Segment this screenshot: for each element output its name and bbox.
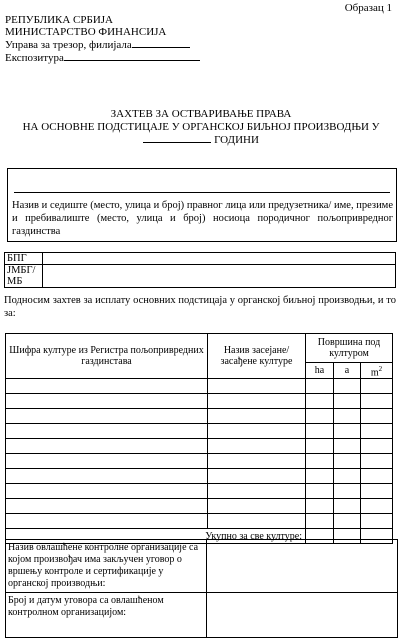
col-area-header: Површина под културом: [306, 334, 393, 363]
crop-code-cell[interactable]: [6, 439, 208, 454]
crop-code-cell[interactable]: [6, 379, 208, 394]
area-ha-cell[interactable]: [306, 409, 334, 424]
area-m2-cell[interactable]: [361, 514, 393, 529]
area-m2-cell[interactable]: [361, 409, 393, 424]
area-ha-cell[interactable]: [306, 499, 334, 514]
crop-name-cell[interactable]: [208, 394, 306, 409]
unit-m-label: m: [370, 366, 379, 378]
bpg-label: БПГ: [5, 253, 43, 265]
control-organization-table: [5, 539, 398, 638]
identifiers-table: [4, 252, 396, 288]
applicant-box: [7, 168, 397, 242]
table-row: [6, 379, 393, 394]
area-m2-cell[interactable]: [361, 469, 393, 484]
area-ha-cell[interactable]: [306, 424, 334, 439]
title-year-label: ГОДИНИ: [214, 134, 259, 146]
crop-name-cell[interactable]: [208, 424, 306, 439]
contract-field[interactable]: [207, 593, 398, 638]
total-label: Укупно за све културе:: [6, 529, 306, 544]
header-office: [5, 51, 200, 64]
crop-name-cell[interactable]: [208, 409, 306, 424]
area-m2-cell[interactable]: [361, 394, 393, 409]
area-ha-cell[interactable]: [306, 484, 334, 499]
unit-m2-header: [361, 363, 393, 379]
header-country: РЕПУБЛИКА СРБИЈА: [5, 14, 113, 26]
header-treasury-label: Управа за трезор, филијала: [5, 39, 132, 51]
table-row: [6, 499, 393, 514]
crop-code-cell[interactable]: [6, 484, 208, 499]
area-a-cell[interactable]: [334, 469, 361, 484]
area-a-cell[interactable]: [334, 454, 361, 469]
crop-code-cell[interactable]: [6, 409, 208, 424]
control-org-field[interactable]: [207, 540, 398, 593]
area-ha-cell[interactable]: [306, 454, 334, 469]
unit-m-superscript: 2: [378, 364, 383, 373]
table-row: [6, 469, 393, 484]
header-office-label: Експозитура: [5, 52, 64, 64]
header-ministry: МИНИСТАРСТВО ФИНАНСИЈА: [5, 26, 167, 38]
area-a-cell[interactable]: [334, 514, 361, 529]
jmbg-field[interactable]: [43, 265, 396, 288]
table-row: [6, 394, 393, 409]
institution-header: [5, 14, 200, 64]
title-line-2: НА ОСНОВНЕ ПОДСТИЦАЈЕ У ОРГАНСКОЈ БИЉНОЈ ПРОИЗВОДЊИ У: [22, 120, 380, 133]
branch-blank-line[interactable]: [132, 38, 190, 48]
crop-code-cell[interactable]: [6, 424, 208, 439]
header-treasury-branch: [5, 38, 200, 51]
area-ha-cell[interactable]: [306, 514, 334, 529]
crop-code-cell[interactable]: [6, 454, 208, 469]
area-m2-cell[interactable]: [361, 454, 393, 469]
year-blank-line[interactable]: [143, 133, 211, 143]
title-line-1: ЗАХТЕВ ЗА ОСТВАРИВАЊЕ ПРАВА: [110, 108, 292, 120]
crop-name-cell[interactable]: [208, 469, 306, 484]
control-org-label: Назив овлашћене контролне организације са којом произвођач има закључен уговор о вршењу контроле и сертификације у органској производњи:: [6, 540, 207, 593]
col-crop-code-header: Шифра културе из Регистра пољопривредних газдинстава: [6, 334, 208, 379]
area-m2-cell[interactable]: [361, 499, 393, 514]
area-m2-cell[interactable]: [361, 424, 393, 439]
area-ha-cell[interactable]: [306, 379, 334, 394]
area-a-cell[interactable]: [334, 409, 361, 424]
crop-code-cell[interactable]: [6, 394, 208, 409]
crop-name-cell[interactable]: [208, 454, 306, 469]
unit-a-header: a: [334, 363, 361, 379]
table-row: [6, 409, 393, 424]
area-a-cell[interactable]: [334, 379, 361, 394]
area-ha-cell[interactable]: [306, 469, 334, 484]
area-m2-cell[interactable]: [361, 439, 393, 454]
applicant-fill-line[interactable]: [14, 192, 390, 193]
crop-name-cell[interactable]: [208, 484, 306, 499]
table-row: [6, 484, 393, 499]
area-a-cell[interactable]: [334, 394, 361, 409]
area-a-cell[interactable]: [334, 499, 361, 514]
applicant-description: Назив и седиште (место, улица и број) правног лица или предузетника/ име, презиме и пребивалиште (место, улица и број) носиоца породичног пољопривредног газдинства: [12, 200, 393, 237]
table-row: [6, 424, 393, 439]
unit-ha-header: ha: [306, 363, 334, 379]
crop-name-cell[interactable]: [208, 514, 306, 529]
crop-name-cell[interactable]: [208, 379, 306, 394]
bpg-field[interactable]: [43, 253, 396, 265]
table-row: [6, 454, 393, 469]
office-blank-line[interactable]: [64, 51, 200, 61]
crop-table: [5, 333, 393, 544]
area-a-cell[interactable]: [334, 424, 361, 439]
title-line-3: [0, 133, 402, 147]
jmbg-label: ЈМБГ/МБ: [5, 265, 43, 288]
area-a-cell[interactable]: [334, 439, 361, 454]
area-a-cell[interactable]: [334, 484, 361, 499]
area-ha-cell[interactable]: [306, 439, 334, 454]
crop-name-cell[interactable]: [208, 439, 306, 454]
request-intro-text: Подносим захтев за исплату основних подстицаја у органској биљној производњи, и то за:: [4, 295, 396, 319]
form-title: [0, 108, 402, 147]
form-number: Образац 1: [344, 2, 392, 14]
col-crop-name-header: Назив засејане/засађене културе: [208, 334, 306, 379]
crop-code-cell[interactable]: [6, 469, 208, 484]
area-m2-cell[interactable]: [361, 484, 393, 499]
area-m2-cell[interactable]: [361, 379, 393, 394]
table-row: [6, 439, 393, 454]
crop-name-cell[interactable]: [208, 499, 306, 514]
contract-label: Број и датум уговора са овлашћеном контролном организацијом:: [6, 593, 207, 638]
table-row: [6, 514, 393, 529]
area-ha-cell[interactable]: [306, 394, 334, 409]
crop-code-cell[interactable]: [6, 499, 208, 514]
crop-code-cell[interactable]: [6, 514, 208, 529]
